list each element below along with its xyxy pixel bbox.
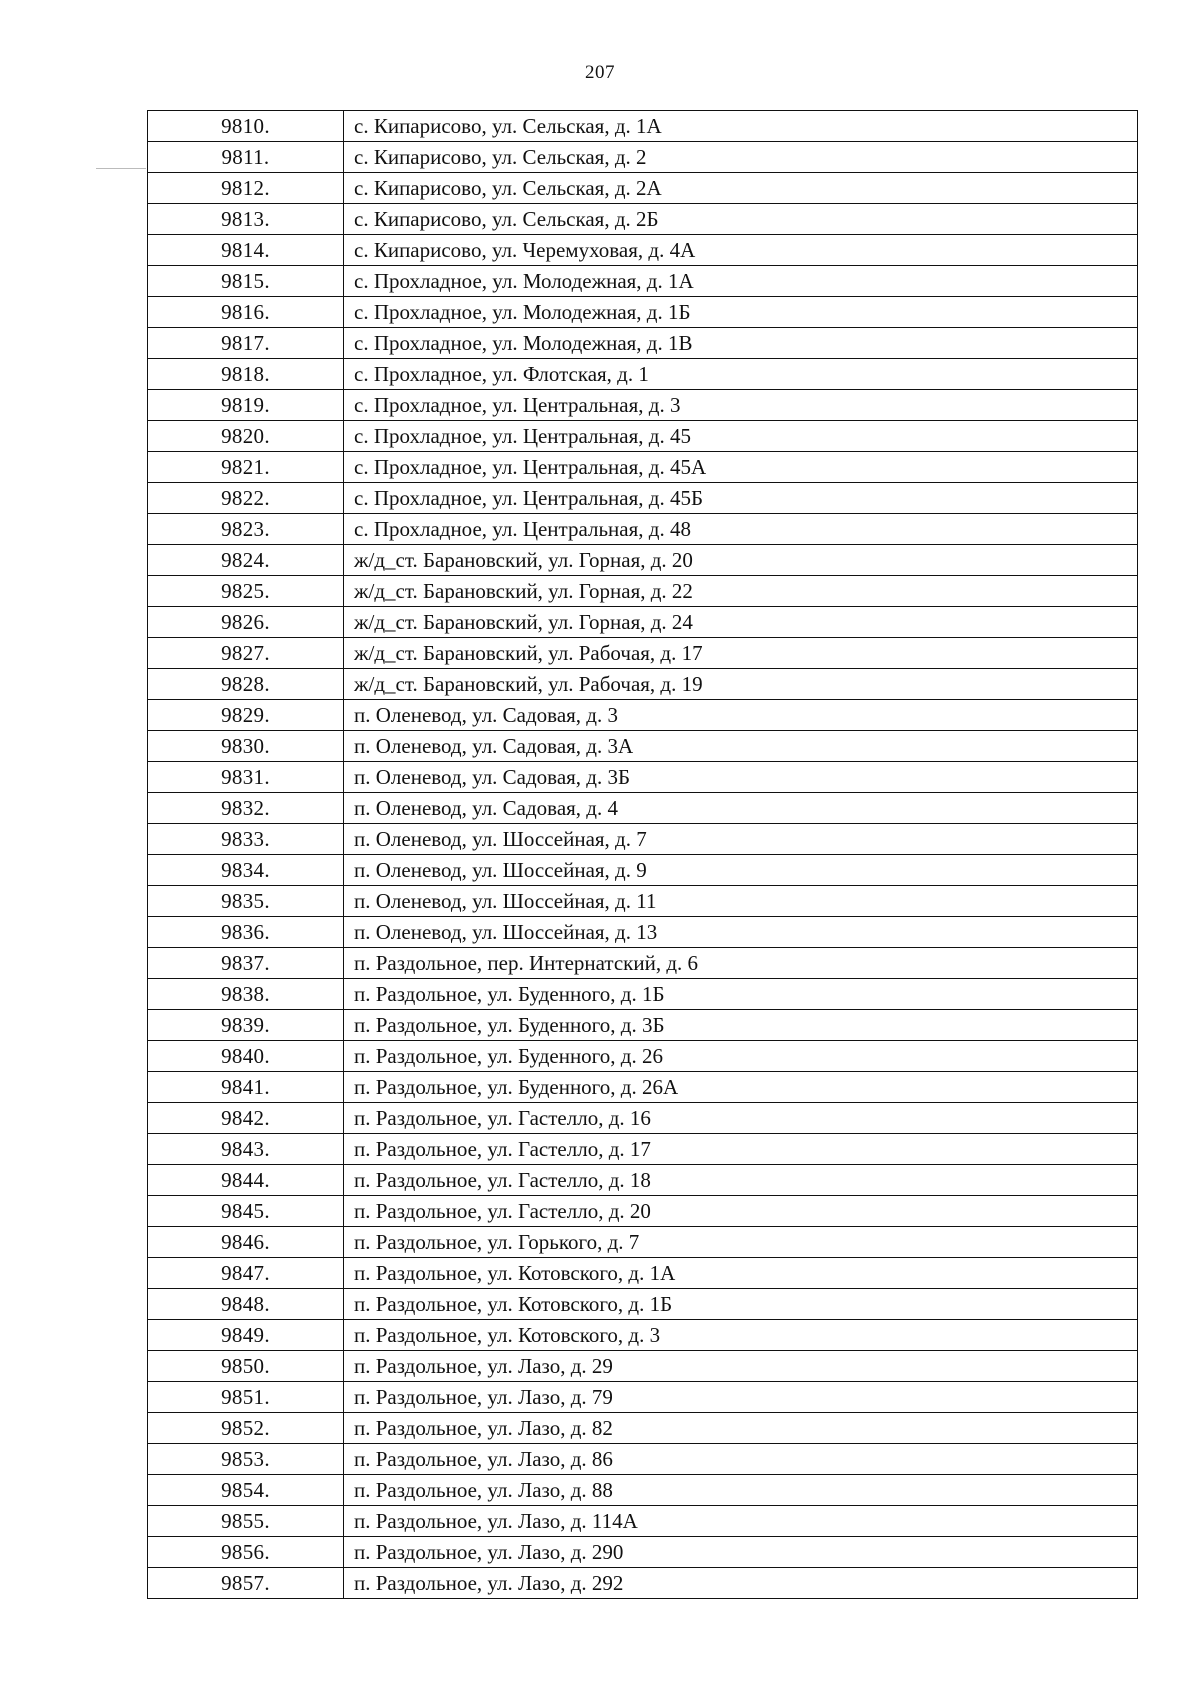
row-number: 9820. — [148, 421, 344, 452]
row-number: 9853. — [148, 1444, 344, 1475]
row-address: п. Раздольное, ул. Лазо, д. 29 — [344, 1351, 1138, 1382]
row-number: 9850. — [148, 1351, 344, 1382]
row-number: 9848. — [148, 1289, 344, 1320]
row-address: с. Кипарисово, ул. Черемуховая, д. 4А — [344, 235, 1138, 266]
table-row — [148, 1196, 1138, 1227]
row-number: 9839. — [148, 1010, 344, 1041]
row-number: 9852. — [148, 1413, 344, 1444]
row-number: 9818. — [148, 359, 344, 390]
table-row — [148, 762, 1138, 793]
table-row — [148, 948, 1138, 979]
row-address: п. Раздольное, ул. Лазо, д. 290 — [344, 1537, 1138, 1568]
row-number: 9844. — [148, 1165, 344, 1196]
table-row — [148, 638, 1138, 669]
table-row — [148, 1072, 1138, 1103]
row-number: 9824. — [148, 545, 344, 576]
row-address: с. Прохладное, ул. Молодежная, д. 1В — [344, 328, 1138, 359]
table-row — [148, 1382, 1138, 1413]
row-number: 9828. — [148, 669, 344, 700]
row-address: ж/д_ст. Барановский, ул. Рабочая, д. 19 — [344, 669, 1138, 700]
table-row — [148, 979, 1138, 1010]
page-number: 207 — [585, 62, 615, 83]
table-row — [148, 235, 1138, 266]
row-number: 9826. — [148, 607, 344, 638]
table-row — [148, 483, 1138, 514]
table-row — [148, 1537, 1138, 1568]
row-number: 9834. — [148, 855, 344, 886]
row-address: п. Оленевод, ул. Садовая, д. 3Б — [344, 762, 1138, 793]
row-address: п. Оленевод, ул. Садовая, д. 4 — [344, 793, 1138, 824]
table-row — [148, 328, 1138, 359]
row-number: 9815. — [148, 266, 344, 297]
table-row — [148, 359, 1138, 390]
table-row — [148, 1444, 1138, 1475]
table-row — [148, 1289, 1138, 1320]
table-row — [148, 1010, 1138, 1041]
table-row — [148, 111, 1138, 142]
row-number: 9822. — [148, 483, 344, 514]
row-number: 9841. — [148, 1072, 344, 1103]
address-table — [147, 110, 1138, 1599]
table-row — [148, 421, 1138, 452]
table-row — [148, 576, 1138, 607]
address-table-body — [148, 111, 1138, 1599]
row-number: 9837. — [148, 948, 344, 979]
table-row — [148, 669, 1138, 700]
table-row — [148, 1506, 1138, 1537]
row-number: 9849. — [148, 1320, 344, 1351]
table-row — [148, 173, 1138, 204]
row-address: с. Прохладное, ул. Молодежная, д. 1Б — [344, 297, 1138, 328]
row-address: ж/д_ст. Барановский, ул. Рабочая, д. 17 — [344, 638, 1138, 669]
row-number: 9811. — [148, 142, 344, 173]
row-number: 9843. — [148, 1134, 344, 1165]
row-address: п. Раздольное, ул. Гастелло, д. 16 — [344, 1103, 1138, 1134]
row-number: 9847. — [148, 1258, 344, 1289]
row-address: п. Раздольное, ул. Лазо, д. 86 — [344, 1444, 1138, 1475]
row-address: п. Раздольное, ул. Буденного, д. 3Б — [344, 1010, 1138, 1041]
table-row — [148, 886, 1138, 917]
row-number: 9835. — [148, 886, 344, 917]
row-number: 9833. — [148, 824, 344, 855]
row-number: 9812. — [148, 173, 344, 204]
row-address: п. Раздольное, ул. Лазо, д. 79 — [344, 1382, 1138, 1413]
row-address: п. Раздольное, ул. Гастелло, д. 20 — [344, 1196, 1138, 1227]
row-number: 9856. — [148, 1537, 344, 1568]
table-row — [148, 390, 1138, 421]
row-address: с. Кипарисово, ул. Сельская, д. 2А — [344, 173, 1138, 204]
row-number: 9857. — [148, 1568, 344, 1599]
row-address: п. Раздольное, ул. Буденного, д. 26А — [344, 1072, 1138, 1103]
row-number: 9825. — [148, 576, 344, 607]
row-number: 9832. — [148, 793, 344, 824]
row-number: 9819. — [148, 390, 344, 421]
row-number: 9816. — [148, 297, 344, 328]
row-address: с. Прохладное, ул. Молодежная, д. 1А — [344, 266, 1138, 297]
row-number: 9830. — [148, 731, 344, 762]
row-address: ж/д_ст. Барановский, ул. Горная, д. 24 — [344, 607, 1138, 638]
row-number: 9829. — [148, 700, 344, 731]
row-number: 9840. — [148, 1041, 344, 1072]
row-address: п. Раздольное, ул. Котовского, д. 3 — [344, 1320, 1138, 1351]
table-row — [148, 514, 1138, 545]
row-number: 9854. — [148, 1475, 344, 1506]
row-number: 9845. — [148, 1196, 344, 1227]
row-address: с. Кипарисово, ул. Сельская, д. 1А — [344, 111, 1138, 142]
row-address: п. Оленевод, ул. Шоссейная, д. 13 — [344, 917, 1138, 948]
row-address: п. Оленевод, ул. Шоссейная, д. 11 — [344, 886, 1138, 917]
table-row — [148, 1475, 1138, 1506]
table-row — [148, 266, 1138, 297]
table-row — [148, 1227, 1138, 1258]
row-number: 9823. — [148, 514, 344, 545]
table-row — [148, 142, 1138, 173]
table-row — [148, 824, 1138, 855]
row-address: с. Кипарисово, ул. Сельская, д. 2 — [344, 142, 1138, 173]
row-address: п. Раздольное, ул. Гастелло, д. 18 — [344, 1165, 1138, 1196]
table-row — [148, 1351, 1138, 1382]
row-address: п. Оленевод, ул. Садовая, д. 3А — [344, 731, 1138, 762]
row-address: п. Оленевод, ул. Садовая, д. 3 — [344, 700, 1138, 731]
table-row — [148, 545, 1138, 576]
row-number: 9838. — [148, 979, 344, 1010]
row-number: 9855. — [148, 1506, 344, 1537]
row-address: с. Прохладное, ул. Центральная, д. 45Б — [344, 483, 1138, 514]
row-number: 9831. — [148, 762, 344, 793]
table-row — [148, 607, 1138, 638]
table-row — [148, 452, 1138, 483]
row-address: с. Прохладное, ул. Центральная, д. 3 — [344, 390, 1138, 421]
table-row — [148, 700, 1138, 731]
table-row — [148, 297, 1138, 328]
table-row — [148, 1413, 1138, 1444]
table-row — [148, 917, 1138, 948]
row-address: с. Кипарисово, ул. Сельская, д. 2Б — [344, 204, 1138, 235]
row-number: 9842. — [148, 1103, 344, 1134]
row-address: с. Прохладное, ул. Центральная, д. 45А — [344, 452, 1138, 483]
row-address: п. Раздольное, ул. Лазо, д. 88 — [344, 1475, 1138, 1506]
scan-artifact-line — [96, 168, 146, 169]
row-address: п. Раздольное, ул. Горького, д. 7 — [344, 1227, 1138, 1258]
table-row — [148, 1165, 1138, 1196]
row-address: п. Раздольное, ул. Котовского, д. 1А — [344, 1258, 1138, 1289]
row-address: п. Раздольное, пер. Интернатский, д. 6 — [344, 948, 1138, 979]
row-address: п. Раздольное, ул. Буденного, д. 1Б — [344, 979, 1138, 1010]
row-address: п. Раздольное, ул. Котовского, д. 1Б — [344, 1289, 1138, 1320]
row-address: п. Оленевод, ул. Шоссейная, д. 7 — [344, 824, 1138, 855]
row-address: п. Раздольное, ул. Лазо, д. 114А — [344, 1506, 1138, 1537]
table-row — [148, 1103, 1138, 1134]
row-address: с. Прохладное, ул. Центральная, д. 48 — [344, 514, 1138, 545]
table-row — [148, 1258, 1138, 1289]
row-number: 9851. — [148, 1382, 344, 1413]
table-row — [148, 1041, 1138, 1072]
row-address: п. Раздольное, ул. Гастелло, д. 17 — [344, 1134, 1138, 1165]
row-address: п. Раздольное, ул. Лазо, д. 292 — [344, 1568, 1138, 1599]
row-address: ж/д_ст. Барановский, ул. Горная, д. 22 — [344, 576, 1138, 607]
row-number: 9827. — [148, 638, 344, 669]
table-row — [148, 1134, 1138, 1165]
row-address: ж/д_ст. Барановский, ул. Горная, д. 20 — [344, 545, 1138, 576]
table-row — [148, 731, 1138, 762]
row-number: 9817. — [148, 328, 344, 359]
row-number: 9846. — [148, 1227, 344, 1258]
table-row — [148, 793, 1138, 824]
row-address: с. Прохладное, ул. Флотская, д. 1 — [344, 359, 1138, 390]
row-address: с. Прохладное, ул. Центральная, д. 45 — [344, 421, 1138, 452]
table-row — [148, 204, 1138, 235]
table-row — [148, 1320, 1138, 1351]
row-number: 9814. — [148, 235, 344, 266]
row-number: 9813. — [148, 204, 344, 235]
table-row — [148, 855, 1138, 886]
row-number: 9836. — [148, 917, 344, 948]
row-address: п. Раздольное, ул. Буденного, д. 26 — [344, 1041, 1138, 1072]
row-number: 9810. — [148, 111, 344, 142]
row-address: п. Оленевод, ул. Шоссейная, д. 9 — [344, 855, 1138, 886]
table-row — [148, 1568, 1138, 1599]
row-address: п. Раздольное, ул. Лазо, д. 82 — [344, 1413, 1138, 1444]
row-number: 9821. — [148, 452, 344, 483]
